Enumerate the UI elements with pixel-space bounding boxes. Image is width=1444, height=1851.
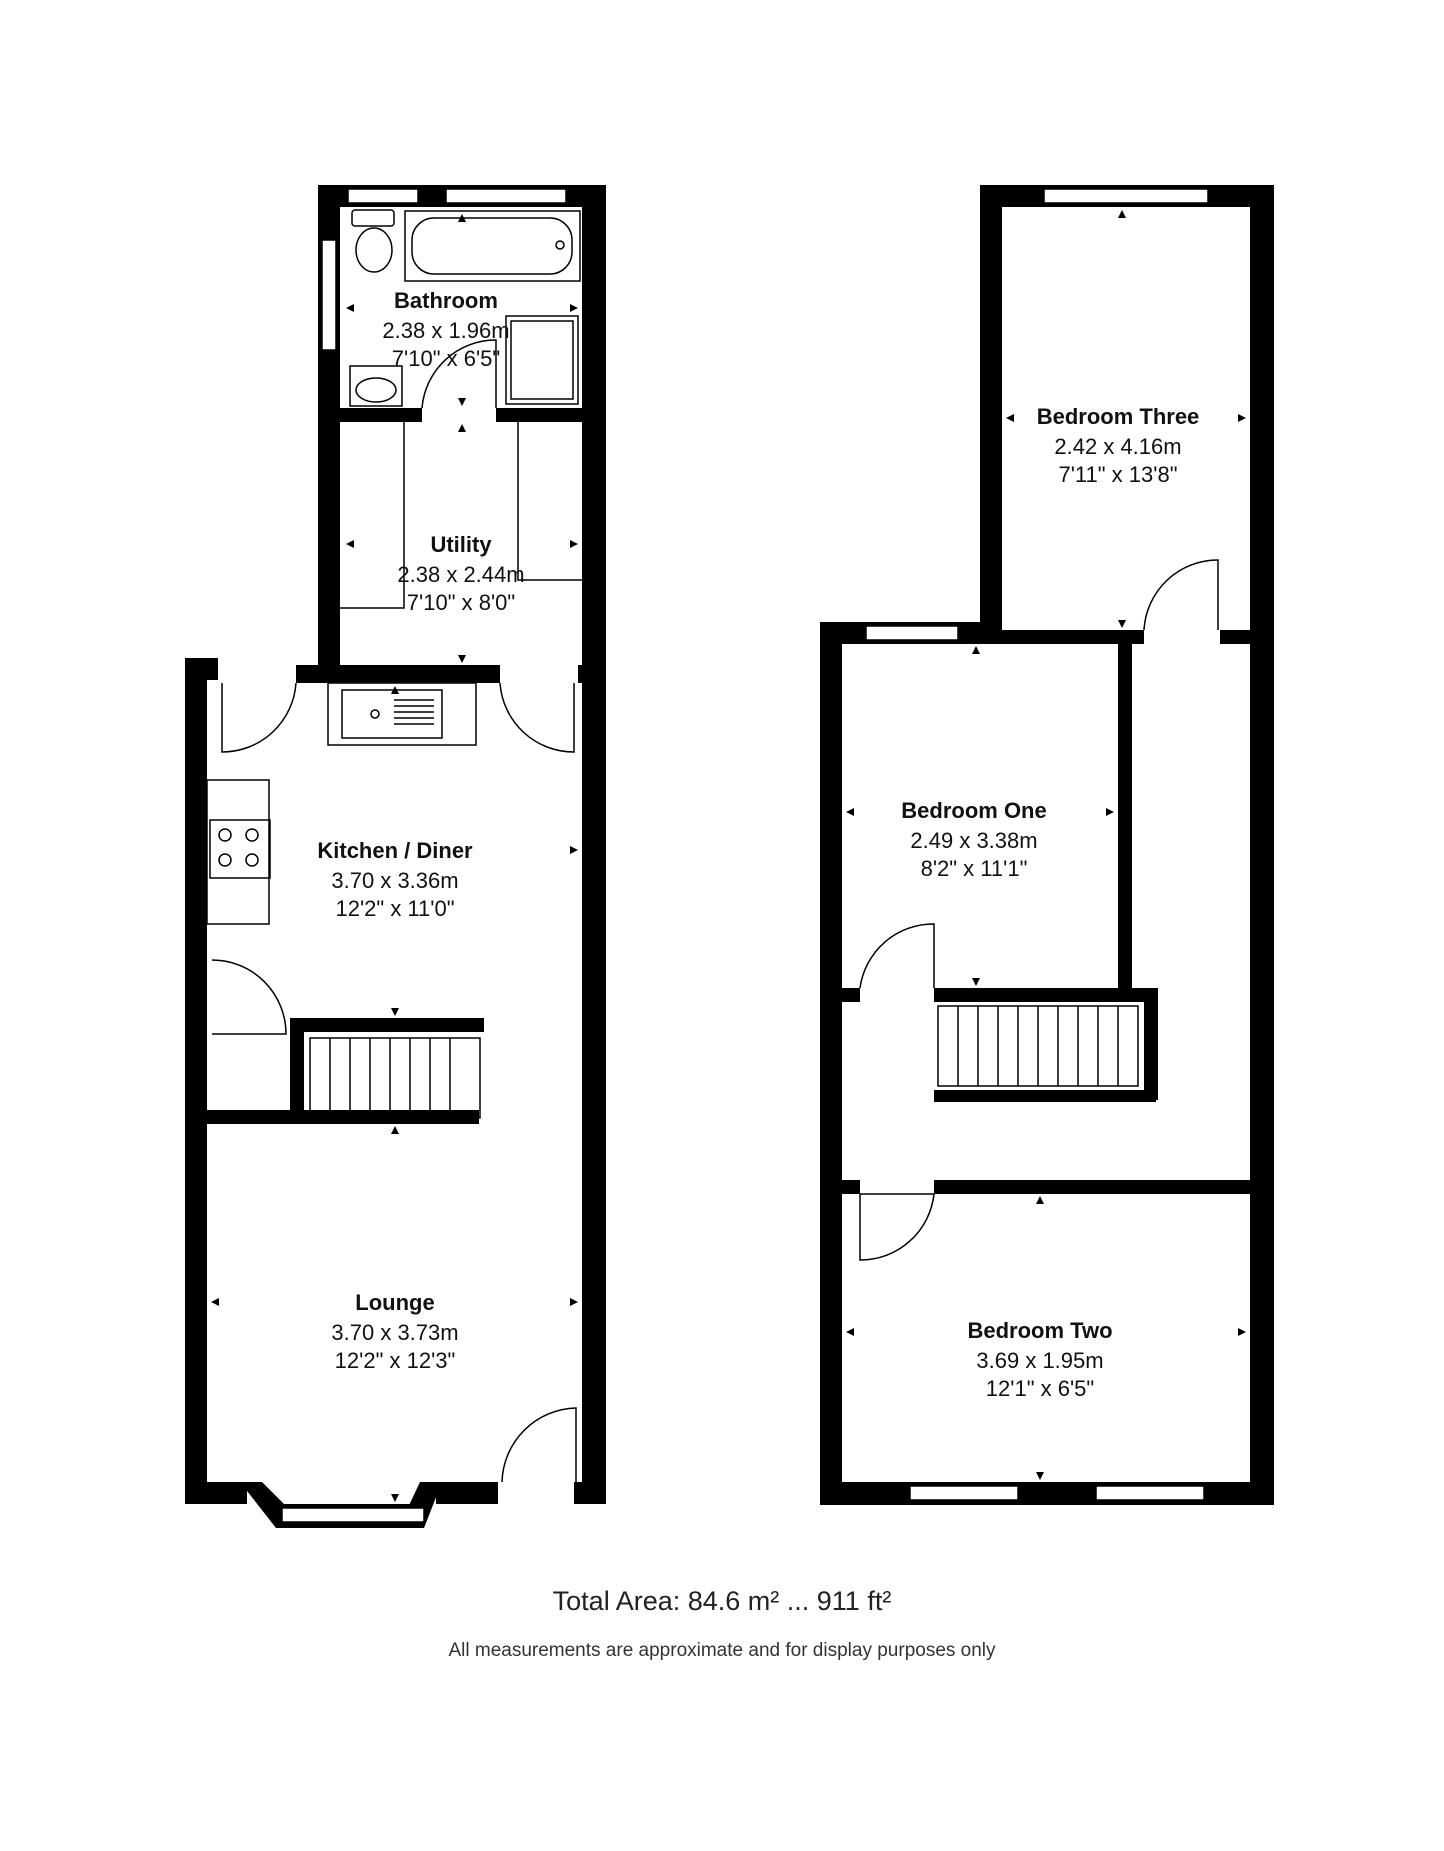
room-metric: 2.38 x 2.44m [397, 562, 525, 587]
room-imperial: 8'2" x 11'1" [920, 856, 1028, 881]
wall [934, 1090, 1156, 1102]
window [910, 1486, 1018, 1500]
basin-bowl [356, 378, 396, 402]
room-name: Lounge [355, 1290, 435, 1315]
worktop [518, 422, 582, 580]
wall [1118, 644, 1132, 994]
room-label-bedroom-two [967, 1318, 1112, 1401]
room-imperial: 12'1" x 6'5" [985, 1376, 1095, 1401]
wall [582, 665, 606, 1504]
wall [1220, 630, 1250, 644]
wall [290, 1018, 304, 1124]
worktop [207, 780, 269, 924]
room-name: Kitchen / Diner [317, 838, 473, 863]
wall [207, 1110, 479, 1124]
room-imperial: 7'10" x 8'0" [406, 590, 516, 615]
room-imperial: 7'11" x 13'8" [1058, 462, 1178, 487]
room-name: Bedroom Two [967, 1318, 1113, 1343]
wall [934, 988, 1156, 1002]
room-label-bathroom [382, 288, 509, 371]
total-area: Total Area: 84.6 m² ... 911 ft² [552, 1586, 892, 1616]
room-name: Bathroom [394, 288, 498, 313]
wall [842, 1180, 860, 1194]
sink-unit [328, 683, 476, 745]
window [1096, 1486, 1204, 1500]
door-swing [212, 960, 286, 1034]
door-swing [222, 683, 296, 752]
wall [340, 408, 422, 422]
bath-inner [412, 218, 572, 274]
wall [185, 658, 218, 680]
wall [842, 988, 860, 1002]
wall [1250, 185, 1274, 1505]
room-metric: 2.38 x 1.96m [382, 318, 510, 343]
wall [436, 1482, 498, 1504]
window [322, 240, 336, 350]
window [866, 626, 958, 640]
disclaimer: All measurements are approximate and for display purposes only [448, 1640, 996, 1661]
wall [820, 1482, 1274, 1505]
wall [296, 665, 500, 683]
stairs [310, 1038, 480, 1118]
room-label-bedroom-three [1037, 404, 1200, 487]
toilet-cistern [352, 210, 394, 226]
room-metric: 3.70 x 3.36m [331, 868, 459, 893]
room-metric: 3.70 x 3.73m [331, 1320, 459, 1345]
room-imperial: 12'2" x 12'3" [334, 1348, 456, 1373]
window [348, 189, 418, 203]
room-label-kitchen [317, 838, 473, 921]
wall [934, 1180, 1250, 1194]
hob [210, 820, 270, 878]
room-metric: 2.42 x 4.16m [1054, 434, 1182, 459]
wall [1002, 630, 1144, 644]
room-name: Bedroom Three [1036, 404, 1200, 429]
wall [820, 622, 842, 1505]
room-metric: 2.49 x 3.38m [910, 828, 1038, 853]
worktop [340, 422, 404, 608]
window [282, 1508, 424, 1522]
shower [506, 316, 578, 404]
wall [290, 1018, 484, 1032]
room-label-utility [397, 532, 524, 615]
first-floor [820, 185, 1274, 1505]
room-name: Utility [430, 532, 492, 557]
wall [185, 1482, 247, 1504]
sink [342, 690, 442, 738]
bath-plug [556, 241, 564, 249]
door-swing [502, 1408, 576, 1482]
room-label-bedroom-one [901, 798, 1046, 881]
room-metric: 3.69 x 1.95m [976, 1348, 1104, 1373]
first-floor-fixtures [860, 560, 1218, 1260]
wall [1144, 988, 1158, 1100]
bath [405, 211, 580, 281]
shower-inner [511, 321, 573, 399]
window [1044, 189, 1208, 203]
door-swing [860, 924, 934, 988]
wall [582, 185, 606, 665]
door-swing [860, 1194, 934, 1260]
room-label-lounge [331, 1290, 458, 1373]
wall [574, 1482, 606, 1504]
wall [496, 408, 582, 422]
door-swing [1144, 560, 1218, 630]
door-swing [500, 683, 574, 752]
room-imperial: 7'10" x 6'5" [391, 346, 501, 371]
room-imperial: 12'2" x 11'0" [335, 896, 455, 921]
sink-drain [371, 710, 379, 718]
toilet-bowl [356, 228, 392, 272]
room-name: Bedroom One [901, 798, 1047, 823]
wall [980, 185, 1002, 640]
wall [185, 658, 207, 1504]
window [446, 189, 566, 203]
